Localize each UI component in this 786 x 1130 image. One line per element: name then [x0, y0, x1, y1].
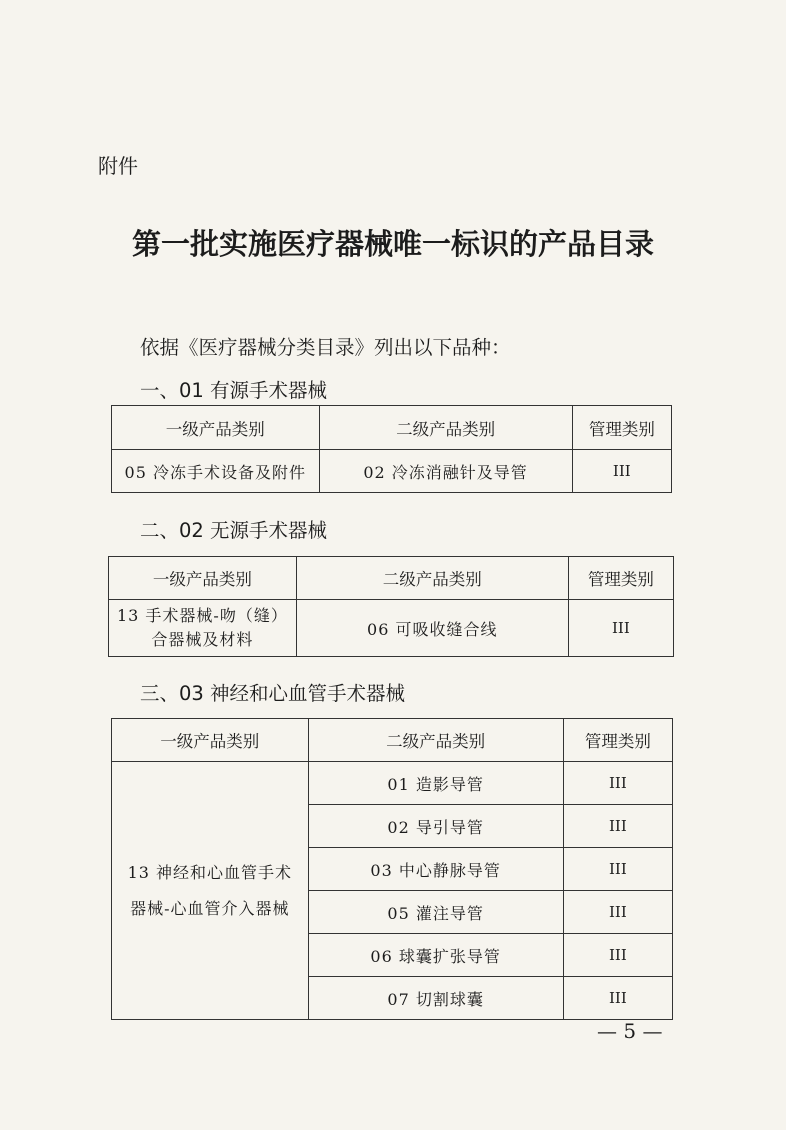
cell-level2: 05 灌注导管	[308, 891, 563, 934]
table-row	[109, 600, 674, 657]
cell-level2: 02 冷冻消融针及导管	[319, 450, 572, 493]
header-level1: 一级产品类别	[112, 406, 320, 450]
header-level2: 二级产品类别	[308, 719, 563, 762]
table-header-row	[112, 406, 672, 450]
header-mgmt: 管理类别	[568, 557, 673, 600]
cell-mgmt: III	[563, 977, 672, 1020]
cell-level2: 01 造影导管	[308, 762, 563, 805]
header-level1: 一级产品类别	[109, 557, 297, 600]
cell-level1-merged	[112, 762, 309, 1020]
section-heading-1: 一、01 有源手术器械	[140, 379, 328, 402]
document-title: 第一批实施医疗器械唯一标识的产品目录	[131, 227, 654, 261]
table-row	[112, 762, 673, 805]
cell-mgmt: III	[563, 891, 672, 934]
intro-text: 依据《医疗器械分类目录》列出以下品种：	[140, 336, 511, 359]
section-heading-2: 二、02 无源手术器械	[140, 519, 328, 542]
header-level2: 二级产品类别	[319, 406, 572, 450]
section-heading-3: 三、03 神经和心血管手术器械	[140, 682, 406, 705]
table-header-row	[112, 719, 673, 762]
table-section-1	[111, 405, 672, 493]
cell-level2: 06 可吸收缝合线	[296, 600, 568, 657]
cell-mgmt: III	[568, 600, 673, 657]
cell-level1: 05 冷冻手术设备及附件	[112, 450, 320, 493]
table-section-3	[111, 718, 673, 1020]
header-level2: 二级产品类别	[296, 557, 568, 600]
table-section-2	[108, 556, 674, 657]
table-row	[112, 450, 672, 493]
attachment-label: 附件	[98, 154, 138, 178]
cell-level2: 03 中心静脉导管	[308, 848, 563, 891]
cell-level1-line1: 13 手术器械-吻（缝）	[116, 606, 288, 625]
cell-level1-line2: 器械-心血管介入器械	[130, 898, 290, 918]
cell-level1-line1: 13 神经和心血管手术	[127, 862, 293, 882]
cell-mgmt: III	[572, 450, 671, 493]
cell-level1	[109, 600, 297, 657]
header-mgmt: 管理类别	[572, 406, 671, 450]
cell-level2: 06 球囊扩张导管	[308, 934, 563, 977]
cell-mgmt: III	[563, 762, 672, 805]
cell-mgmt: III	[563, 934, 672, 977]
header-level1: 一级产品类别	[112, 719, 309, 762]
table-header-row	[109, 557, 674, 600]
cell-level2: 02 导引导管	[308, 805, 563, 848]
header-mgmt: 管理类别	[563, 719, 672, 762]
cell-mgmt: III	[563, 848, 672, 891]
cell-mgmt: III	[563, 805, 672, 848]
page-number: — 5 —	[597, 1019, 663, 1043]
cell-level2: 07 切割球囊	[308, 977, 563, 1020]
cell-level1-line2: 合器械及材料	[151, 630, 254, 649]
